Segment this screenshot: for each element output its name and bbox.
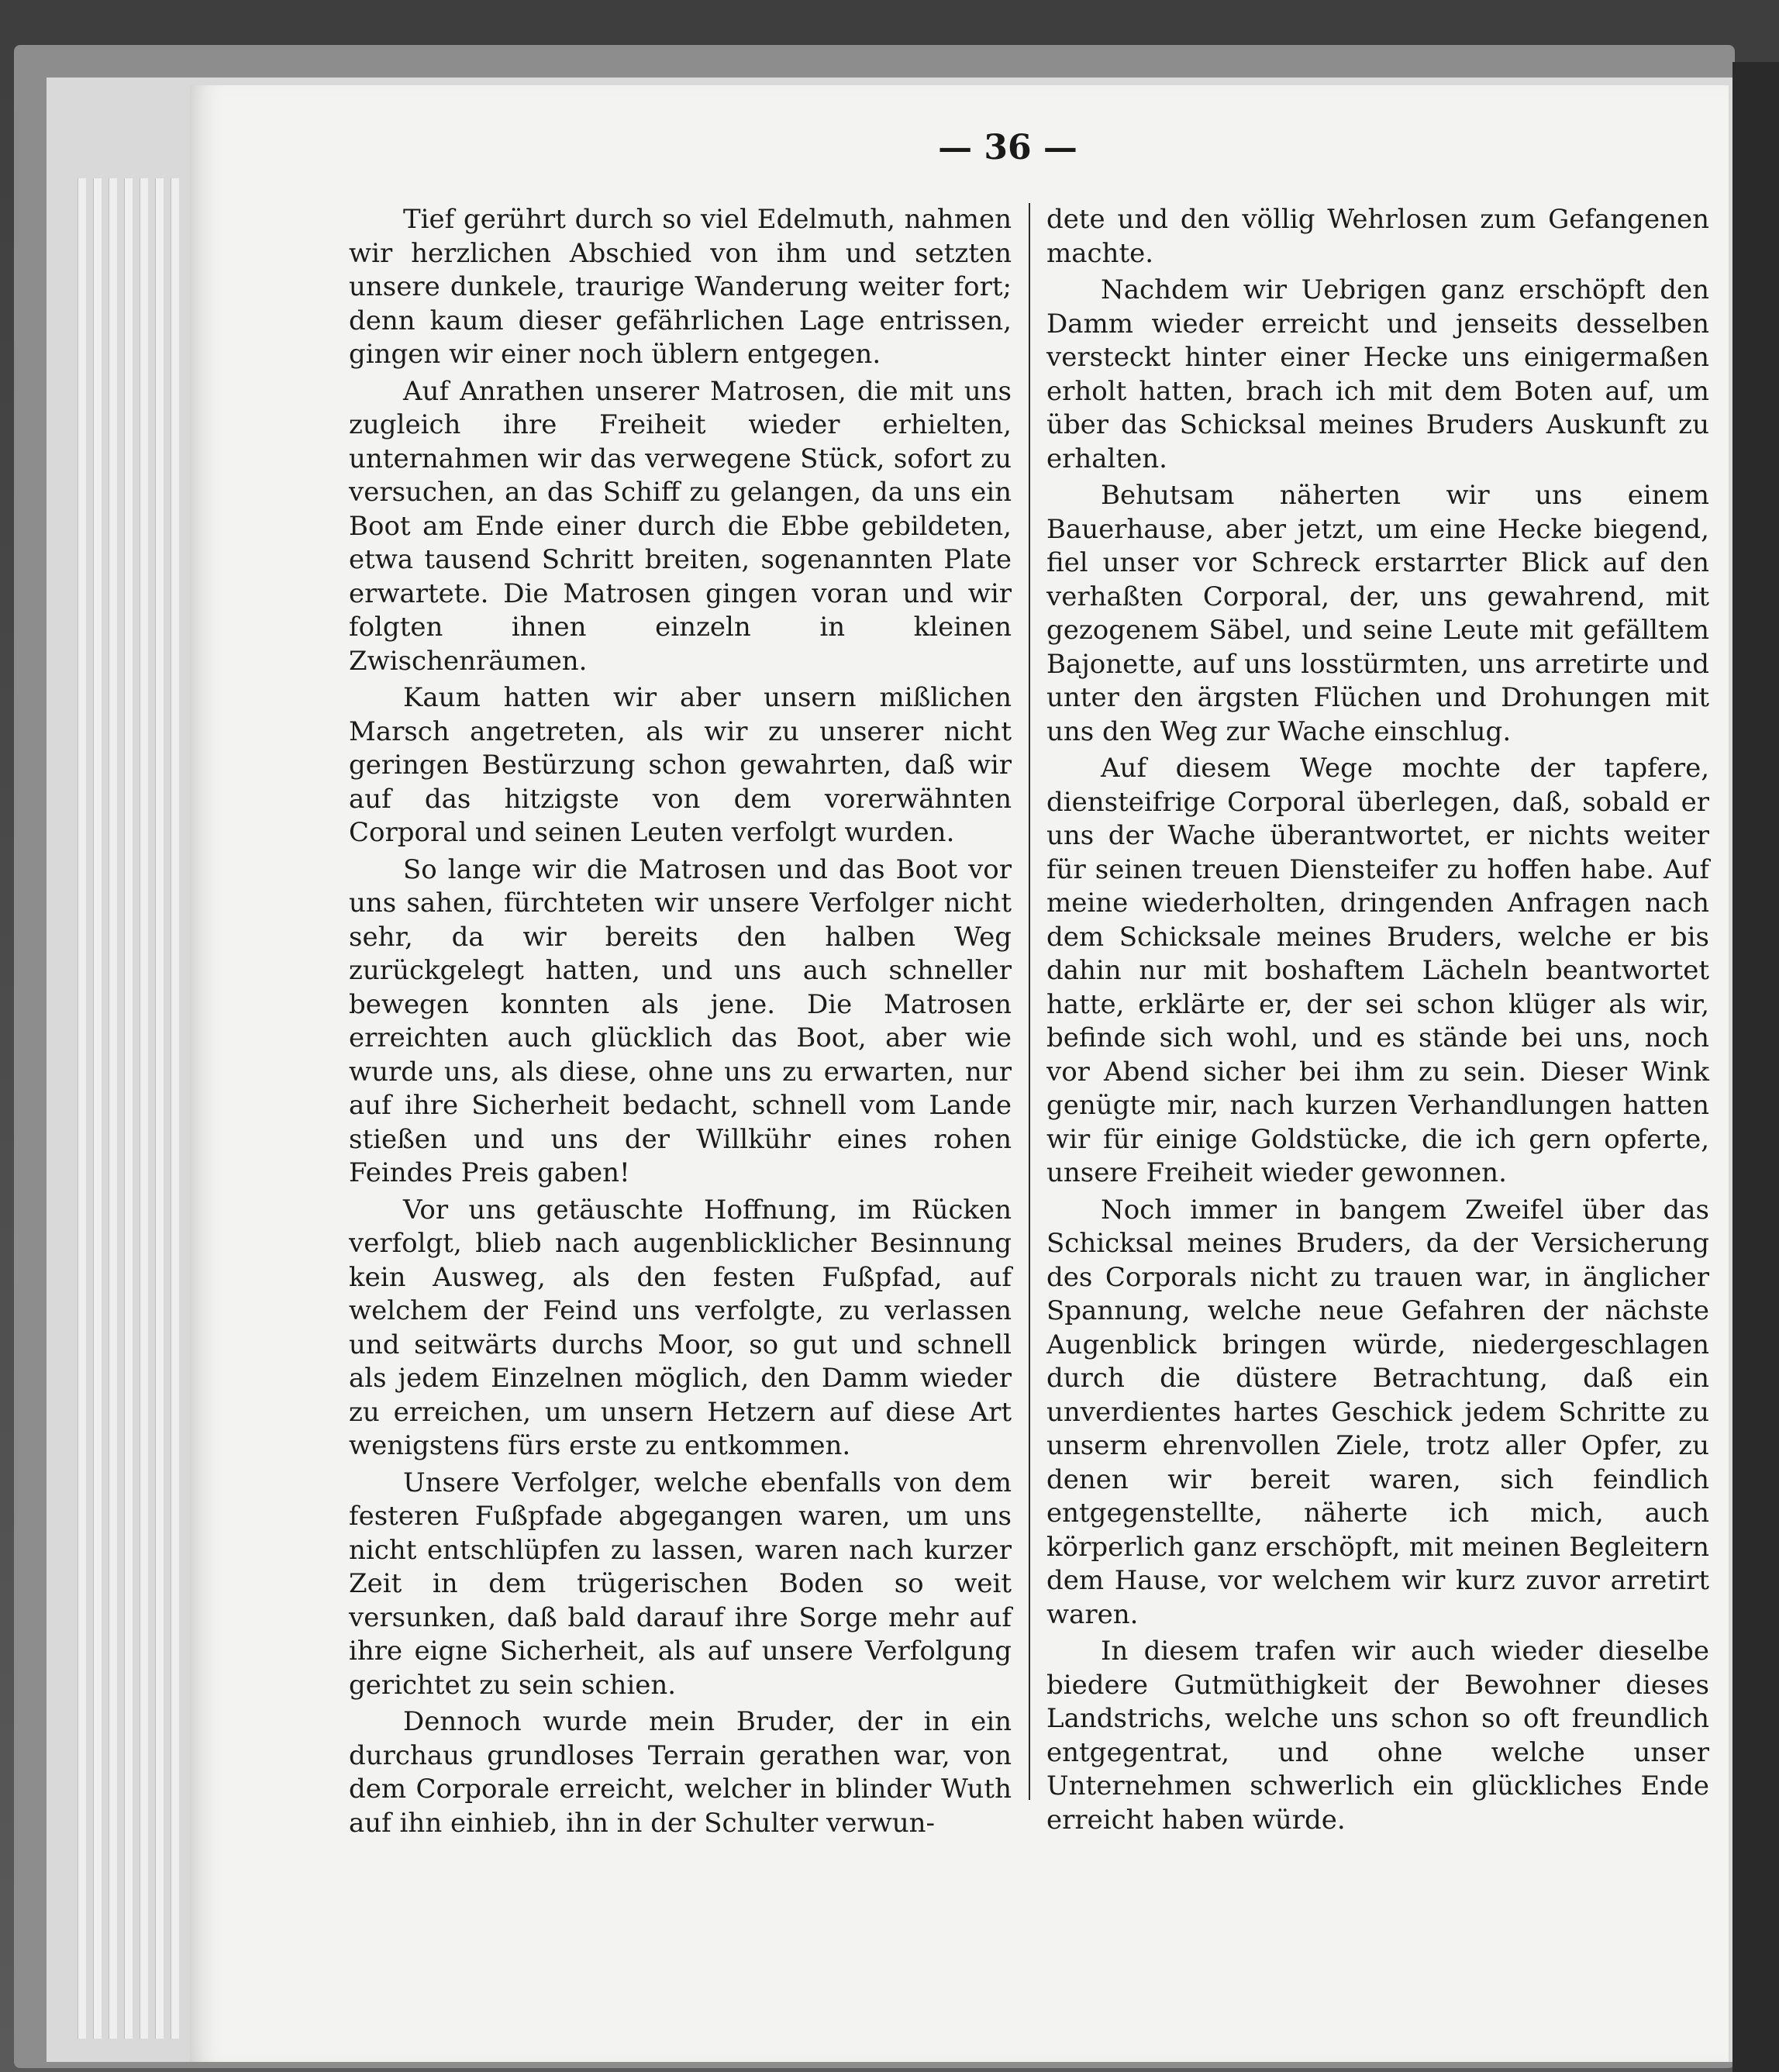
paragraph: Kaum hatten wir aber unsern mißlichen Marsch angetreten, als wir zu unserer nicht geringen Bestürzung schon gewahrten, daß wir auf das hitzigste von dem vorerwähnten Corporal und seinen Leuten verfolgt wurden. xyxy=(349,682,1012,848)
paragraph: Behutsam näherten wir uns einem Bauerhause, aber jetzt, um eine Hecke biegend, fiel unser vor Schreck erstarrter Blick auf den verhaßten Corporal, der, uns gewahrend, mit gezogenem Säbel, und seine Leute mit gefälltem Bajonette, auf uns losstürmten, uns arretirte und unter den ärgsten Flüchen und Drohungen mit uns den Weg zur Wache einschlug. xyxy=(1046,480,1709,747)
page-edge xyxy=(78,178,86,2039)
page-edge xyxy=(140,178,148,2039)
page-number: — 36 — xyxy=(938,128,1077,167)
paragraph: Auf Anrathen unserer Matrosen, die mit uns zugleich ihre Freiheit wieder erhielten, unternahmen wir das verwegene Stück, sofort zu versuchen, an das Schiff zu gelangen, da uns ein Boot am Ende einer durch die Ebbe gebildeten, etwa tausend Schritt breiten, sogenannten Plate erwartete. Die Matrosen gingen voran und wir folgten ihnen einzeln in kleinen Zwischenräumen. xyxy=(349,375,1012,677)
paragraph: So lange wir die Matrosen und das Boot vor uns sahen, fürchteten wir unsere Verfolger nicht sehr, da wir bereits den halben Weg zurückgelegt hatten, und uns auch schneller bewegen konnten als jene. Die Matrosen erreichten auch glücklich das Boot, aber wie wurde uns, als diese, ohne uns zu erwarten, nur auf ihre Sicherheit bedacht, schnell vom Lande stießen und uns der Willkühr eines rohen Feindes Preis gaben! xyxy=(349,853,1012,1188)
paragraph: In diesem trafen wir auch wieder dieselbe biedere Gutmüthigkeit der Bewohner dieses Landstrichs, welche uns schon so oft freundlich entgegentrat, und ohne welche unser Unternehmen schwerlich ein glückliches Ende erreicht haben würde. xyxy=(1046,1636,1709,1836)
column-divider xyxy=(1029,203,1030,1800)
paragraph: Tief gerührt durch so viel Edelmuth, nahmen wir herzlichen Abschied von ihm und setzten unsere dunkele, traurige Wanderung weiter fort; denn kaum dieser gefährlichen Lage entrissen, gingen wir einer noch üblern entgegen. xyxy=(349,204,1012,370)
paragraph: Noch immer in bangem Zweifel über das Schicksal meines Bruders, da der Versicherung des Corporals nicht zu trauen war, in änglicher Spannung, welche neue Gefahren der nächste Augenblick bringen würde, niedergeschlagen durch die düstere Betrachtung, daß ein unverdientes hartes Geschick jedem Schritte zu unserm ehrenvollen Ziele, trotz aller Opfer, zu denen wir bereit waren, sich feindlich entgegenstellte, näherte ich mich, auch körperlich ganz erschöpft, mit meinen Begleitern dem Hause, vor welchem wir kurz zuvor arretirt waren. xyxy=(1046,1194,1709,1630)
page-edge xyxy=(93,178,102,2039)
paragraph: Auf diesem Wege mochte der tapfere, diensteifrige Corporal überlegen, daß, sobald er uns der Wache überantwortet, er nichts weiter für seinen treuen Diensteifer zu hoffen habe. Auf meine wiederholten, dringenden Anfragen nach dem Schicksale meines Bruders, welche er bis dahin nur mit boshaftem Lächeln beantwortet hatte, erklärte er, der sei schon klüger als wir, befinde sich wohl, und es stände bei uns, noch vor Abend sicher bei ihm zu sein. Dieser Wink genügte mir, nach kurzen Verhandlungen hatten wir für einige Goldstücke, die ich gern opferte, unsere Freiheit wieder gewonnen. xyxy=(1046,753,1709,1188)
paragraph: Nachdem wir Uebrigen ganz erschöpft den Damm wieder erreicht und jenseits desselben versteckt hinter einer Hecke uns einigermaßen erholt hatten, brach ich mit dem Boten auf, um über das Schicksal meines Bruders Auskunft zu erhalten. xyxy=(1046,274,1709,474)
page-edge xyxy=(124,178,133,2039)
paragraph: Unsere Verfolger, welche ebenfalls von dem festeren Fußpfade abgegangen waren, um uns nicht entschlüpfen zu lassen, waren nach kurzer Zeit in dem trügerischen Boden so weit versunken, daß bald darauf ihre Sorge mehr auf ihre eigne Sicherheit, als auf unsere Verfolgung gerichtet zu sein schien. xyxy=(349,1467,1012,1701)
page-edge xyxy=(155,178,164,2039)
paragraph-continuation: dete und den völlig Wehrlosen zum Gefangenen machte. xyxy=(1046,204,1709,269)
page-edge xyxy=(171,178,179,2039)
right-column xyxy=(1046,203,1709,1840)
right-binding-shadow xyxy=(1732,62,1779,2072)
left-column xyxy=(349,203,1012,1843)
paragraph: Dennoch wurde mein Bruder, der in ein durchaus grundloses Terrain gerathen war, von dem Corporale erreicht, welcher in blinder Wuth auf ihn einhieb, ihn in der Schulter verwun- xyxy=(349,1706,1012,1839)
paragraph: Vor uns getäuschte Hoffnung, im Rücken verfolgt, blieb nach augenblicklicher Besinnung kein Ausweg, als den festen Fußpfad, auf welchem der Feind uns verfolgte, zu verlassen und seitwärts durchs Moor, so gut und schnell als jedem Einzelnen möglich, den Damm wieder zu erreichen, um unsern Hetzern auf diese Art wenigstens fürs erste zu entkommen. xyxy=(349,1194,1012,1461)
page-edge xyxy=(109,178,117,2039)
